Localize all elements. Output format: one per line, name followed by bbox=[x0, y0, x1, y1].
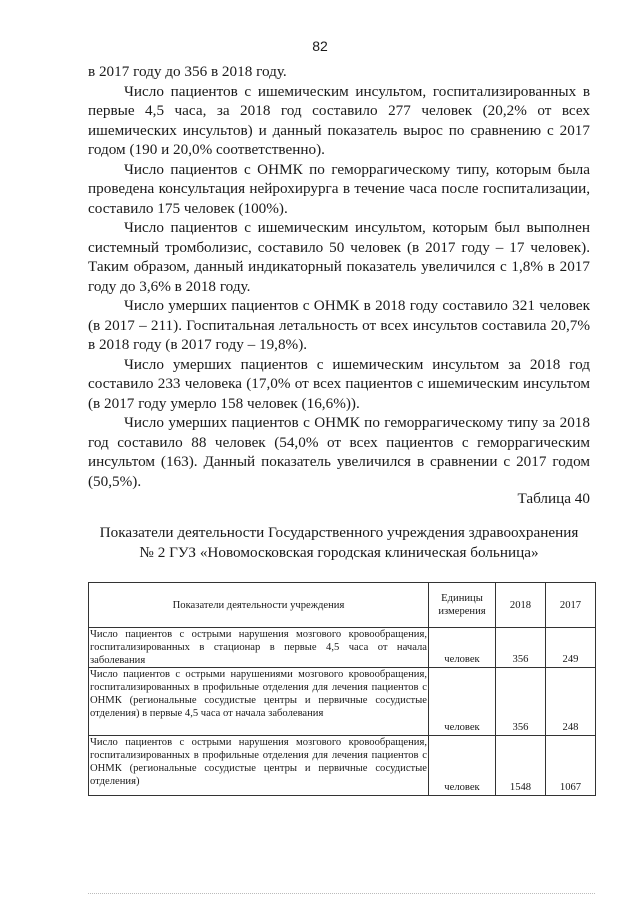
header-unit: Единицы измерения bbox=[429, 583, 496, 628]
header-2018: 2018 bbox=[496, 583, 546, 628]
body-text bbox=[88, 62, 590, 491]
paragraph: Число пациентов с ишемическим инсультом, госпитализированных в первые 4,5 часа, за 2018 год составило 277 человек (20,2% от всех ишемических инсультов) и данный показатель вырос по сравнению с 2017 годом (190 и 20,0% соответственно). bbox=[88, 82, 590, 158]
header-indicator: Показатели деятельности учреждения bbox=[89, 583, 429, 628]
paragraph: в 2017 году до 356 в 2018 году. bbox=[88, 63, 287, 80]
indicator-cell: Число пациентов с острыми нарушения мозгового кровообращения, госпитализированных в профильные отделения для лечения пациентов с ОНМК (региональные сосудистые центры и первичные сосудистые отделения) bbox=[89, 736, 429, 796]
value-2018-cell: 356 bbox=[496, 628, 546, 668]
value-2018-cell: 1548 bbox=[496, 736, 546, 796]
value-2017-cell: 1067 bbox=[546, 736, 596, 796]
scan-rule bbox=[88, 893, 595, 894]
paragraph: Число пациентов с ишемическим инсультом, которым был выполнен системный тромболизис, составило 50 человек (в 2017 году – 17 человек). Таким образом, данный индикаторный показатель увеличился с 1,8% в 2017 году до 3,6% в 2018 году. bbox=[88, 219, 590, 295]
table-row bbox=[89, 628, 596, 668]
indicator-cell: Число пациентов с острыми нарушения мозгового кровообращения, госпитализированных в стационар в первые 4,5 часа от начала заболевания bbox=[90, 629, 427, 666]
page-number: 82 bbox=[312, 38, 328, 54]
indicator-cell: Число пациентов с острыми нарушениями мозгового кровообращения, госпитализированных в профильные отделения для лечения пациентов с ОНМК (региональные сосудистые центры и первичные сосудистые отделения) в первые 4,5 часа от начала заболевания bbox=[89, 668, 429, 736]
paragraph: Число умерших пациентов с ишемическим инсультом за 2018 год составило 233 человека (17,0% от всех пациентов с ишемическим инсультом (в 2017 году умерло 158 человек (16,6%)). bbox=[88, 355, 590, 412]
table-title-line: № 2 ГУЗ «Новомосковская городская клиническая больница» bbox=[139, 543, 539, 561]
table-label: Таблица 40 bbox=[517, 490, 590, 507]
value-2017-cell: 248 bbox=[546, 668, 596, 736]
unit-cell: человек bbox=[429, 668, 496, 736]
paragraph: Число умерших пациентов с ОНМК по геморрагическому типу за 2018 год составило 88 человек (54,0% от всех пациентов с геморрагическим инсультом (163). Данный показатель увеличился в сравнении с 2017 годом (50,5%). bbox=[88, 414, 590, 490]
value-2017-cell: 249 bbox=[546, 628, 596, 668]
table-row bbox=[89, 668, 596, 736]
table-title bbox=[88, 523, 590, 562]
table-title-line: Показатели деятельности Государственного учреждения здравоохранения bbox=[99, 524, 579, 541]
header-2017: 2017 bbox=[546, 583, 596, 628]
indicators-table bbox=[88, 582, 596, 796]
table-row bbox=[89, 736, 596, 796]
unit-cell: человек bbox=[429, 628, 496, 668]
value-2018-cell: 356 bbox=[496, 668, 546, 736]
table-header-row bbox=[89, 583, 596, 628]
unit-cell: человек bbox=[429, 736, 496, 796]
paragraph: Число пациентов с ОНМК по геморрагическому типу, которым была проведена консультация нейрохирурга в течение часа после госпитализации, составило 175 человек (100%). bbox=[88, 160, 590, 217]
paragraph: Число умерших пациентов с ОНМК в 2018 году составило 321 человек (в 2017 – 211). Госпитальная летальность от всех инсультов составила 20,7% в 2018 году (в 2017 году – 19,8%). bbox=[88, 297, 590, 353]
